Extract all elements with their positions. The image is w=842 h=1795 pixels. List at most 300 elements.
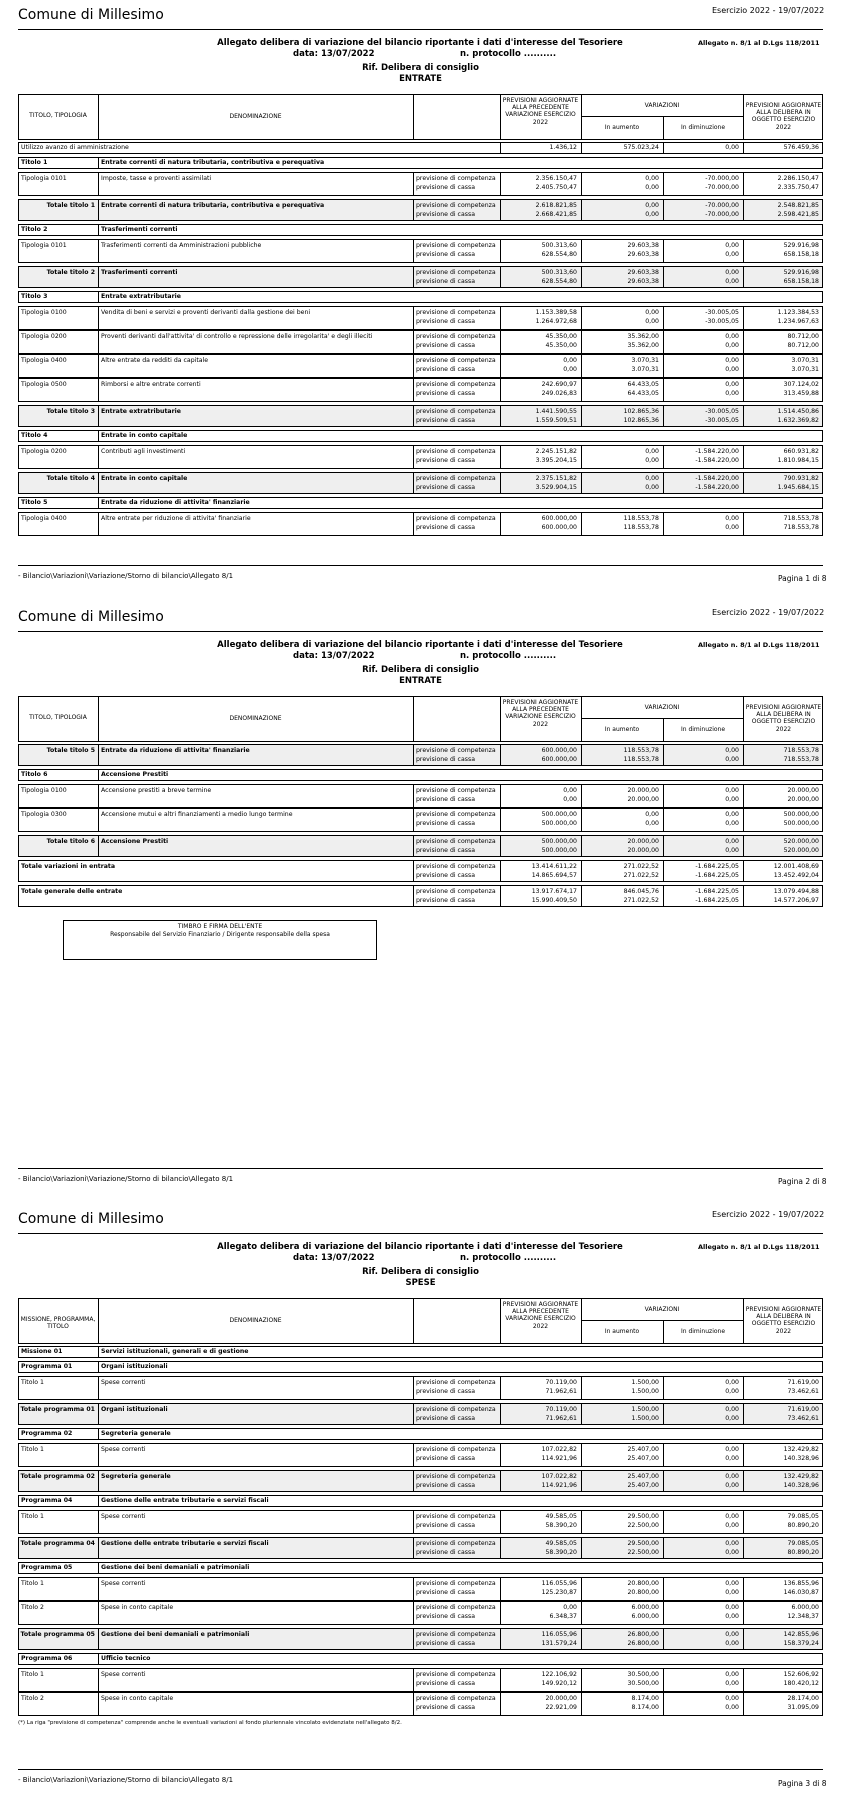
row-description: Accensione mutui e altri finanziamenti a medio lungo termine: [101, 811, 293, 818]
allegato-ref: Allegato n. 8/1 al D.Lgs 118/2011: [698, 1243, 820, 1251]
esercizio-date: Esercizio 2022 - 19/07/2022: [712, 608, 825, 617]
value-competenza: 20.800,00: [627, 1580, 659, 1587]
value-cassa: 22.500,00: [627, 1522, 659, 1529]
footer-path: - Bilancio\Variazioni\Variazione/Storno di bilancio\Allegato 8/1: [18, 572, 234, 580]
value-cassa: 0,00: [645, 211, 659, 218]
value-cassa: 6.348,37: [549, 1613, 577, 1620]
comune-title: Comune di Millesimo: [18, 7, 164, 23]
group-code: Titolo 3: [21, 293, 48, 300]
row-description: Vendita di beni e servizi e proventi derivanti dalla gestione dei beni: [101, 309, 311, 316]
col-header-variazioni: VARIAZIONI: [644, 704, 680, 711]
value-cassa: 628.554,80: [541, 278, 577, 285]
row-description: Spese correnti: [101, 1580, 146, 1587]
value-cassa: -1.584.220,00: [695, 484, 739, 491]
col-divider: [413, 512, 414, 536]
total-code: Totale titolo 2: [46, 269, 95, 276]
utilizzo-value: 0,00: [725, 144, 739, 151]
col-divider: [98, 1346, 99, 1358]
row-kind-cassa: previsione di cassa: [416, 872, 475, 879]
value-cassa: 0,00: [725, 1482, 739, 1489]
value-competenza: 0,00: [725, 838, 739, 845]
row-kind-cassa: previsione di cassa: [416, 417, 475, 424]
row-code: Tipologia 0101: [21, 242, 67, 249]
value-cassa: 45.350,00: [545, 342, 577, 349]
value-cassa: 0,00: [725, 1680, 739, 1687]
value-competenza: 500.000,00: [541, 811, 577, 818]
value-competenza: 20.000,00: [787, 787, 819, 794]
col-divider: [413, 94, 414, 140]
value-competenza: 600.000,00: [541, 515, 577, 522]
allegato-ref: Allegato n. 8/1 al D.Lgs 118/2011: [698, 641, 820, 649]
value-cassa: 3.070,31: [791, 366, 819, 373]
row-kind-cassa: previsione di cassa: [416, 1589, 475, 1596]
row-kind-cassa: previsione di cassa: [416, 342, 475, 349]
value-competenza: 0,00: [725, 787, 739, 794]
value-cassa: 29.603,38: [627, 251, 659, 258]
col-header-aumento: In aumento: [604, 726, 640, 733]
value-cassa: 12.348,37: [787, 1613, 819, 1620]
value-competenza: 25.407,00: [627, 1446, 659, 1453]
utilizzo-label: Utilizzo avanzo di amministrazione: [21, 144, 129, 151]
row-description: Trasferimenti correnti: [101, 269, 178, 276]
row-kind-competenza: previsione di competenza: [416, 309, 496, 316]
value-competenza: 70.119,00: [545, 1379, 577, 1386]
value-competenza: 500.000,00: [541, 838, 577, 845]
row-kind-competenza: previsione di competenza: [416, 475, 496, 482]
value-competenza: 500.313,60: [541, 242, 577, 249]
row-description: Gestione dei beni demaniali e patrimoniali: [101, 1631, 250, 1638]
value-competenza: 116.055,96: [541, 1631, 577, 1638]
col-divider: [98, 1495, 99, 1507]
row-kind-competenza: previsione di competenza: [416, 1406, 496, 1413]
row-kind-cassa: previsione di cassa: [416, 1680, 475, 1687]
col-divider: [98, 430, 99, 442]
comune-title: Comune di Millesimo: [18, 609, 164, 625]
value-cassa: 313.459,88: [783, 390, 819, 397]
value-cassa: 0,00: [645, 484, 659, 491]
col-header-denominazione: DENOMINAZIONE: [229, 1317, 282, 1324]
value-competenza: 0,00: [725, 1695, 739, 1702]
value-cassa: 20.800,00: [627, 1589, 659, 1596]
value-competenza: 0,00: [725, 333, 739, 340]
col-divider: [581, 1298, 582, 1344]
col-divider: [413, 835, 414, 857]
col-divider: [98, 769, 99, 781]
value-cassa: 118.553,78: [623, 756, 659, 763]
row-description: Accensione prestiti a breve termine: [101, 787, 212, 794]
col-divider: [500, 1298, 501, 1344]
page-number: Pagina 3 di 8: [778, 1779, 827, 1788]
value-cassa: 20.000,00: [627, 847, 659, 854]
value-cassa: 520.000,00: [783, 847, 819, 854]
col-divider: [98, 378, 99, 402]
group-label: Trasferimenti correnti: [101, 226, 178, 233]
value-cassa: 125.230,87: [541, 1589, 577, 1596]
value-competenza: -1.584.220,00: [695, 475, 739, 482]
value-cassa: 271.022,52: [623, 897, 659, 904]
value-competenza: 0,00: [725, 269, 739, 276]
value-cassa: 0,00: [645, 184, 659, 191]
value-cassa: 0,00: [725, 1522, 739, 1529]
value-competenza: 29.500,00: [627, 1540, 659, 1547]
group-label: Gestione delle entrate tributarie e servizi fiscali: [101, 1497, 269, 1504]
value-competenza: 118.553,78: [623, 515, 659, 522]
row-kind-cassa: previsione di cassa: [416, 184, 475, 191]
row-kind-cassa: previsione di cassa: [416, 1549, 475, 1556]
group-label: Organi istituzionali: [101, 1363, 168, 1370]
section-title: ENTRATE: [399, 676, 442, 686]
row-description: Entrate in conto capitale: [101, 475, 188, 482]
col-header-diminuzione: In diminuzione: [680, 1328, 726, 1335]
row-code: Tipologia 0100: [21, 309, 67, 316]
value-cassa: 500.000,00: [541, 820, 577, 827]
col-divider: [413, 1601, 414, 1625]
value-competenza: 25.407,00: [627, 1473, 659, 1480]
col-header-variazioni: VARIAZIONI: [644, 1306, 680, 1313]
value-cassa: 0,00: [725, 1589, 739, 1596]
row-code: Titolo 2: [21, 1604, 44, 1611]
group-label: Segreteria generale: [101, 1430, 171, 1437]
value-competenza: 0,00: [725, 1580, 739, 1587]
value-cassa: -30.005,05: [705, 318, 739, 325]
value-competenza: 0,00: [725, 1631, 739, 1638]
row-kind-cassa: previsione di cassa: [416, 847, 475, 854]
total-code: Totale programma 05: [20, 1631, 95, 1638]
value-cassa: 29.603,38: [627, 278, 659, 285]
row-kind-competenza: previsione di competenza: [416, 1379, 496, 1386]
value-cassa: 0,00: [563, 796, 577, 803]
value-competenza: 152.606,92: [783, 1671, 819, 1678]
col-header-titolo: MISSIONE, PROGRAMMA, TITOLO: [20, 1316, 96, 1331]
col-divider: [413, 1577, 414, 1601]
value-cassa: 14.865.694,57: [531, 872, 577, 879]
value-cassa: 14.577.206,97: [773, 897, 819, 904]
delibera-date: data: 13/07/2022: [293, 651, 375, 661]
value-cassa: 0,00: [725, 1549, 739, 1556]
row-code: Titolo 2: [21, 1695, 44, 1702]
col-divider: [413, 1692, 414, 1716]
col-divider: [413, 744, 414, 766]
group-code: Programma 04: [21, 1497, 73, 1504]
value-competenza: 136.855,96: [783, 1580, 819, 1587]
value-competenza: 0,00: [725, 1540, 739, 1547]
value-cassa: 249.026,83: [541, 390, 577, 397]
value-competenza: -1.684.225,05: [695, 888, 739, 895]
col-divider: [413, 472, 414, 494]
col-divider: [413, 330, 414, 354]
col-header-titolo: TITOLO, TIPOLOGIA: [29, 112, 87, 119]
value-cassa: 20.000,00: [627, 796, 659, 803]
row-description: Imposte, tasse e proventi assimilati: [101, 175, 212, 182]
value-competenza: 0,00: [563, 787, 577, 794]
row-kind-cassa: previsione di cassa: [416, 1415, 475, 1422]
value-competenza: 79.085,05: [787, 1513, 819, 1520]
row-divider: [581, 116, 743, 117]
delibera-date: data: 13/07/2022: [293, 49, 375, 59]
col-divider: [413, 1443, 414, 1467]
col-divider: [98, 1443, 99, 1467]
row-kind-competenza: previsione di competenza: [416, 1695, 496, 1702]
value-competenza: 20.000,00: [545, 1695, 577, 1702]
value-cassa: 22.921,09: [545, 1704, 577, 1711]
col-divider: [413, 1403, 414, 1425]
value-competenza: 0,00: [645, 175, 659, 182]
col-divider: [413, 405, 414, 427]
protocollo-number: n. protocollo ..........: [460, 651, 557, 661]
row-kind-cassa: previsione di cassa: [416, 1522, 475, 1529]
row-kind-competenza: previsione di competenza: [416, 1631, 496, 1638]
value-cassa: 80.890,20: [787, 1549, 819, 1556]
row-kind-competenza: previsione di competenza: [416, 811, 496, 818]
value-competenza: 3.070,31: [631, 357, 659, 364]
protocollo-number: n. protocollo ..........: [460, 49, 557, 59]
value-cassa: 58.390,20: [545, 1522, 577, 1529]
value-cassa: -1.584.220,00: [695, 457, 739, 464]
value-competenza: 49.585,05: [545, 1540, 577, 1547]
col-divider: [98, 157, 99, 169]
value-cassa: 146.030,87: [783, 1589, 819, 1596]
value-competenza: 132.429,82: [783, 1473, 819, 1480]
row-kind-cassa: previsione di cassa: [416, 524, 475, 531]
page-number: Pagina 2 di 8: [778, 1177, 827, 1186]
col-divider: [98, 1628, 99, 1650]
row-kind-competenza: previsione di competenza: [416, 448, 496, 455]
value-cassa: 2.598.421,85: [777, 211, 819, 218]
row-kind-competenza: previsione di competenza: [416, 175, 496, 182]
allegato-ref: Allegato n. 8/1 al D.Lgs 118/2011: [698, 39, 820, 47]
value-competenza: 13.917.674,17: [531, 888, 577, 895]
value-competenza: 307.124,02: [783, 381, 819, 388]
col-divider: [98, 835, 99, 857]
row-kind-cassa: previsione di cassa: [416, 318, 475, 325]
rif-delibera: Rif. Delibera di consiglio: [362, 665, 479, 675]
col-header-prev-delibera: PREVISIONI AGGIORNATE ALLA DELIBERA IN OGGETTO ESERCIZIO 2022: [745, 704, 822, 733]
rif-delibera: Rif. Delibera di consiglio: [362, 1267, 479, 1277]
value-competenza: -1.584.220,00: [695, 448, 739, 455]
col-divider: [413, 1298, 414, 1344]
value-cassa: 0,00: [725, 847, 739, 854]
value-cassa: 0,00: [725, 1704, 739, 1711]
value-cassa: 0,00: [645, 318, 659, 325]
row-kind-competenza: previsione di competenza: [416, 202, 496, 209]
value-competenza: 71.619,00: [787, 1379, 819, 1386]
row-kind-competenza: previsione di competenza: [416, 242, 496, 249]
row-description: Entrate correnti di natura tributaria, contributiva e perequativa: [101, 202, 325, 209]
group-label: Gestione dei beni demaniali e patrimoniali: [101, 1564, 250, 1571]
col-divider: [98, 1403, 99, 1425]
value-cassa: 80.712,00: [787, 342, 819, 349]
value-cassa: 0,00: [725, 1613, 739, 1620]
value-competenza: 13.414.611,22: [531, 863, 577, 870]
row-kind-competenza: previsione di competenza: [416, 269, 496, 276]
value-competenza: 107.022,82: [541, 1446, 577, 1453]
value-competenza: 2.548.821,85: [777, 202, 819, 209]
value-cassa: 80.890,20: [787, 1522, 819, 1529]
col-divider: [413, 354, 414, 378]
footnote: (*) La riga "previsione di competenza" comprende anche le eventuali variazioni al fondo pluriennale vincolato evidenziate nell'allegato 8/2.: [18, 1720, 402, 1726]
value-competenza: 0,00: [725, 357, 739, 364]
value-cassa: 118.553,78: [623, 524, 659, 531]
value-competenza: 0,00: [725, 1406, 739, 1413]
col-divider: [98, 1653, 99, 1665]
col-header-denominazione: DENOMINAZIONE: [229, 113, 282, 120]
value-cassa: 0,00: [645, 820, 659, 827]
group-code: Programma 06: [21, 1655, 73, 1662]
col-divider: [98, 1692, 99, 1716]
col-divider: [98, 497, 99, 509]
col-divider: [413, 1376, 414, 1400]
value-cassa: 2.405.750,47: [535, 184, 577, 191]
value-competenza: 3.070,31: [791, 357, 819, 364]
row-code: Tipologia 0400: [21, 515, 67, 522]
col-divider: [98, 330, 99, 354]
value-competenza: 29.603,38: [627, 269, 659, 276]
col-divider: [413, 266, 414, 288]
value-competenza: 79.085,05: [787, 1540, 819, 1547]
col-divider: [98, 266, 99, 288]
value-cassa: 2.335.750,47: [777, 184, 819, 191]
rif-delibera: Rif. Delibera di consiglio: [362, 63, 479, 73]
value-cassa: 718.553,78: [783, 756, 819, 763]
row-description: Spese in conto capitale: [101, 1604, 174, 1611]
row-kind-competenza: previsione di competenza: [416, 838, 496, 845]
value-competenza: 0,00: [645, 309, 659, 316]
value-cassa: 131.579,24: [541, 1640, 577, 1647]
col-divider: [98, 1668, 99, 1692]
col-divider: [98, 1470, 99, 1492]
value-competenza: 71.619,00: [787, 1406, 819, 1413]
value-cassa: 25.407,00: [627, 1482, 659, 1489]
value-competenza: 132.429,82: [783, 1446, 819, 1453]
row-kind-cassa: previsione di cassa: [416, 278, 475, 285]
group-code: Programma 05: [21, 1564, 73, 1571]
value-competenza: 0,00: [645, 448, 659, 455]
value-cassa: -30.005,05: [705, 417, 739, 424]
value-cassa: 1.500,00: [631, 1415, 659, 1422]
col-header-variazioni: VARIAZIONI: [644, 102, 680, 109]
value-competenza: 0,00: [645, 475, 659, 482]
value-cassa: 1.810.984,15: [777, 457, 819, 464]
footer-rule: [18, 565, 823, 566]
value-cassa: 500.000,00: [541, 847, 577, 854]
col-divider: [413, 199, 414, 221]
row-code: Tipologia 0200: [21, 448, 67, 455]
value-competenza: 500.313,60: [541, 269, 577, 276]
group-label: Entrate da riduzione di attivita' finanziarie: [101, 499, 250, 506]
col-header-titolo: TITOLO, TIPOLOGIA: [29, 714, 87, 721]
value-cassa: 20.000,00: [787, 796, 819, 803]
value-competenza: 29.603,38: [627, 242, 659, 249]
grand-total-label: Totale variazioni in entrata: [21, 863, 116, 870]
row-kind-cassa: previsione di cassa: [416, 1640, 475, 1647]
value-competenza: 500.000,00: [783, 811, 819, 818]
row-kind-competenza: previsione di competenza: [416, 1473, 496, 1480]
value-cassa: 0,00: [725, 251, 739, 258]
col-divider: [98, 808, 99, 832]
value-cassa: 0,00: [725, 1388, 739, 1395]
value-competenza: 2.618.821,85: [535, 202, 577, 209]
col-header-denominazione: DENOMINAZIONE: [229, 715, 282, 722]
utilizzo-value: 1.436,12: [549, 144, 577, 151]
col-header-diminuzione: In diminuzione: [680, 124, 726, 131]
value-cassa: 1.632.369,82: [777, 417, 819, 424]
footer-rule: [18, 1168, 823, 1169]
value-cassa: 1.945.684,15: [777, 484, 819, 491]
value-cassa: 149.920,12: [541, 1680, 577, 1687]
row-kind-competenza: previsione di competenza: [416, 1513, 496, 1520]
value-competenza: 271.022,52: [623, 863, 659, 870]
value-competenza: 600.000,00: [541, 747, 577, 754]
value-competenza: 0,00: [725, 1473, 739, 1480]
row-description: Organi istituzionali: [101, 1406, 168, 1413]
value-competenza: 2.245.151,82: [535, 448, 577, 455]
value-competenza: 0,00: [725, 1446, 739, 1453]
row-kind-competenza: previsione di competenza: [416, 787, 496, 794]
row-kind-competenza: previsione di competenza: [416, 1580, 496, 1587]
row-kind-competenza: previsione di competenza: [416, 1540, 496, 1547]
value-competenza: 0,00: [725, 1379, 739, 1386]
total-code: Totale titolo 1: [46, 202, 95, 209]
esercizio-date: Esercizio 2022 - 19/07/2022: [712, 6, 825, 15]
value-competenza: 80.712,00: [787, 333, 819, 340]
value-cassa: 114.921,96: [541, 1455, 577, 1462]
value-cassa: 0,00: [725, 756, 739, 763]
col-divider: [413, 306, 414, 330]
row-kind-cassa: previsione di cassa: [416, 1482, 475, 1489]
value-cassa: 13.452.492,04: [773, 872, 819, 879]
row-description: Proventi derivanti dall'attivita' di controllo e repressione delle irregolarita' e degli illeciti: [101, 333, 373, 340]
group-code: Missione 01: [21, 1348, 63, 1355]
value-competenza: 0,00: [563, 357, 577, 364]
value-competenza: 26.800,00: [627, 1631, 659, 1638]
row-description: Spese correnti: [101, 1671, 146, 1678]
col-divider: [98, 1537, 99, 1559]
value-competenza: 30.500,00: [627, 1671, 659, 1678]
col-divider: [98, 1376, 99, 1400]
document-title: Allegato delibera di variazione del bilancio riportante i dati d'interesse del Tesoriere: [217, 640, 623, 650]
col-divider: [98, 199, 99, 221]
col-divider: [98, 472, 99, 494]
value-cassa: 158.379,24: [783, 1640, 819, 1647]
footer-rule: [18, 1769, 823, 1770]
value-competenza: 660.931,82: [783, 448, 819, 455]
value-cassa: 1.234.967,63: [777, 318, 819, 325]
col-divider: [581, 696, 582, 742]
value-cassa: 180.420,12: [783, 1680, 819, 1687]
value-competenza: 0,00: [725, 381, 739, 388]
value-cassa: 3.529.904,15: [535, 484, 577, 491]
section-title: ENTRATE: [399, 74, 442, 84]
value-competenza: 1.123.384,53: [777, 309, 819, 316]
value-competenza: 12.001.408,69: [773, 863, 819, 870]
row-description: Altre entrate per riduzione di attivita' finanziarie: [101, 515, 251, 522]
row-kind-cassa: previsione di cassa: [416, 820, 475, 827]
value-competenza: 107.022,82: [541, 1473, 577, 1480]
value-competenza: 0,00: [725, 811, 739, 818]
group-label: Servizi istituzionali, generali e di gestione: [101, 1348, 249, 1355]
col-divider: [413, 445, 414, 469]
row-kind-competenza: previsione di competenza: [416, 515, 496, 522]
value-cassa: -1.684.225,05: [695, 897, 739, 904]
col-divider: [500, 696, 501, 742]
footer-path: - Bilancio\Variazioni\Variazione/Storno di bilancio\Allegato 8/1: [18, 1175, 234, 1183]
row-kind-cassa: previsione di cassa: [416, 211, 475, 218]
page-number: Pagina 1 di 8: [778, 574, 827, 583]
value-cassa: 0,00: [645, 457, 659, 464]
row-kind-competenza: previsione di competenza: [416, 747, 496, 754]
col-header-prev-delibera: PREVISIONI AGGIORNATE ALLA DELIBERA IN OGGETTO ESERCIZIO 2022: [745, 1306, 822, 1335]
value-cassa: 26.800,00: [627, 1640, 659, 1647]
